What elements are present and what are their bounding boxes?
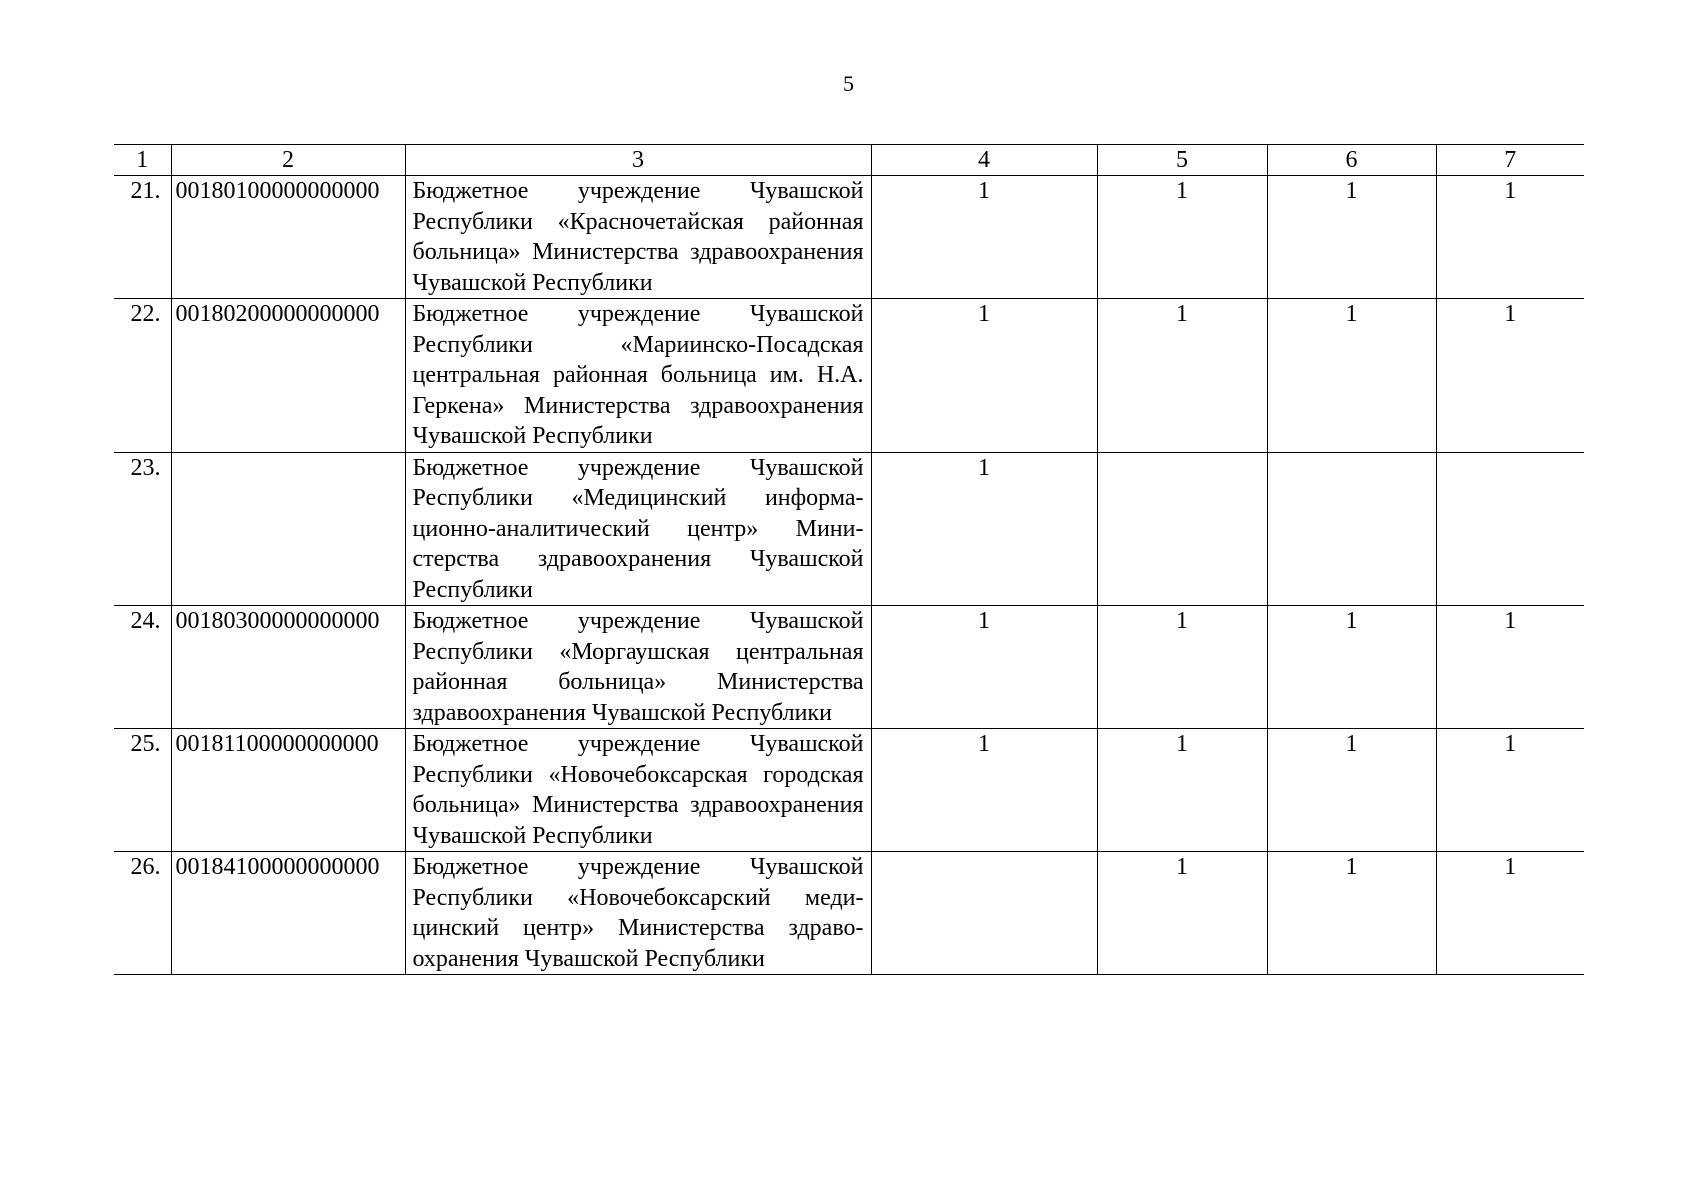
institution-name: Бюджетное учреждение Чувашской Республики «Мариинско-Посадская центральная районная больница им. Н.А. Геркена» Министерства здравоохранения Чувашской Республики [405,299,871,453]
value-cell-5: 1 [1097,729,1267,852]
value-cell-5: 1 [1097,299,1267,453]
column-header: 1 [114,145,171,176]
table-row [114,729,1584,852]
page-number: 5 [843,71,854,96]
value-cell-4: 1 [871,606,1097,729]
column-header: 6 [1267,145,1436,176]
value-cell-6: 1 [1267,852,1436,975]
table-row [114,852,1584,975]
institution-code: 00180100000000000 [171,176,405,299]
value-cell-4: 1 [871,452,1097,606]
table-row [114,299,1584,453]
institution-name: Бюджетное учреждение Чувашской Республики «Моргаушская центральная районная больница» Министерства здравоохранения Чувашской Республики [405,606,871,729]
value-cell-7: 1 [1436,606,1584,729]
institution-code: 00180200000000000 [171,299,405,453]
value-cell-4: 1 [871,176,1097,299]
value-cell-4: 1 [871,299,1097,453]
institution-code: 00180300000000000 [171,606,405,729]
column-header: 2 [171,145,405,176]
value-cell-7: 1 [1436,299,1584,453]
value-cell-7: 1 [1436,729,1584,852]
institution-name: Бюджетное учреждение Чувашской Республики «Красночетайская районная больница» Министерства здравоохранения Чувашской Республики [405,176,871,299]
value-cell-6: 1 [1267,176,1436,299]
institution-name: Бюджетное учреждение Чувашской Республики «Новочебоксарская городская больница» Министерства здравоохранения Чувашской Республики [405,729,871,852]
value-cell-5 [1097,452,1267,606]
value-cell-5: 1 [1097,852,1267,975]
table-row [114,606,1584,729]
table-row [114,176,1584,299]
registry-table [114,144,1584,975]
value-cell-5: 1 [1097,606,1267,729]
value-cell-7: 1 [1436,176,1584,299]
value-cell-6: 1 [1267,299,1436,453]
column-header: 4 [871,145,1097,176]
row-number: 21. [114,176,171,299]
value-cell-4: 1 [871,729,1097,852]
value-cell-6: 1 [1267,729,1436,852]
column-header: 7 [1436,145,1584,176]
value-cell-7: 1 [1436,852,1584,975]
institution-code: 00184100000000000 [171,852,405,975]
institution-code: 00181100000000000 [171,729,405,852]
value-cell-5: 1 [1097,176,1267,299]
row-number: 23. [114,452,171,606]
table-row [114,452,1584,606]
value-cell-7 [1436,452,1584,606]
row-number: 25. [114,729,171,852]
institution-name: Бюджетное учреждение Чувашской Республики «Медицинский информационно-аналитический центр» Министерства здравоохранения Чувашской Республики [405,452,871,606]
row-number: 26. [114,852,171,975]
header-row [114,145,1584,176]
column-header: 3 [405,145,871,176]
row-number: 22. [114,299,171,453]
institution-code [171,452,405,606]
value-cell-4 [871,852,1097,975]
value-cell-6 [1267,452,1436,606]
value-cell-6: 1 [1267,606,1436,729]
row-number: 24. [114,606,171,729]
column-header: 5 [1097,145,1267,176]
institution-name: Бюджетное учреждение Чувашской Республики «Новочебоксарский медицинский центр» Министерства здравоохранения Чувашской Республики [405,852,871,975]
